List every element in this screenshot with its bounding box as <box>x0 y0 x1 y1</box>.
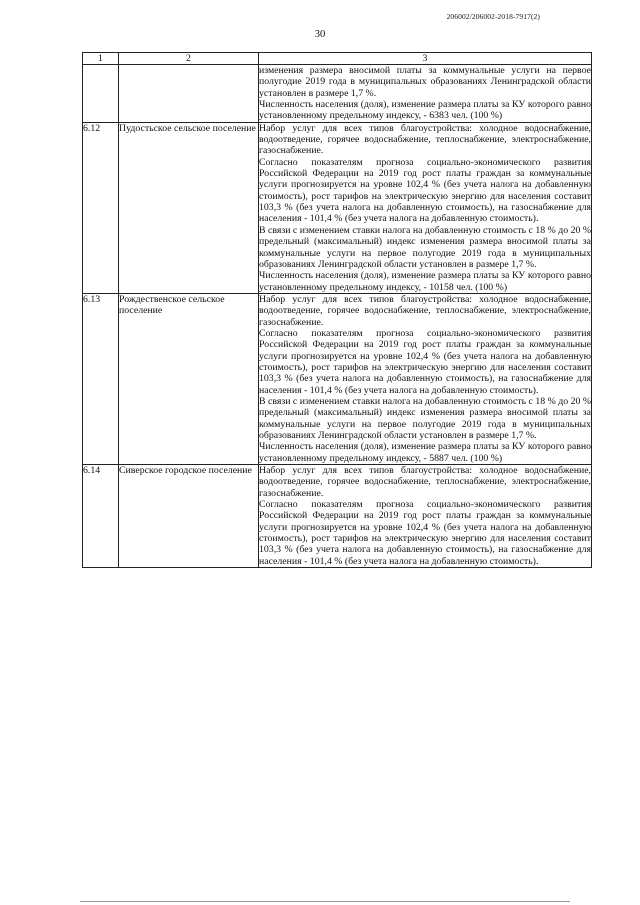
paragraph: Согласно показателям прогноза социально-экономического развития Российской Федерации на 2019 год рост платы граждан за коммунальные услуги прогнозируется на уровне 102,4 % (без учета налога на добавленную стоимость), рост тарифов на электрическую энергию для населения составит 103,3 % (без учета налога на добавленную стоимость), на газоснабжение для населения - 101,4 % (без учета налога на добавленную стоимость). <box>259 327 591 396</box>
page-number: 30 <box>314 29 326 40</box>
paragraph: изменения размера вносимой платы за коммунальные услуги на первое полугодие 2019 года в муниципальных образованиях Ленинградской области установлен в размере 1,7 %. <box>259 65 591 99</box>
row-number <box>83 65 119 123</box>
table-row <box>83 293 592 464</box>
row-description <box>259 65 592 123</box>
column-header: 2 <box>119 53 259 65</box>
row-description <box>259 465 592 568</box>
table-row <box>83 65 592 123</box>
settlement-name: Сиверское городское поселение <box>119 465 259 568</box>
settlement-name <box>119 65 259 123</box>
row-description <box>259 293 592 464</box>
paragraph: Согласно показателям прогноза социально-экономического развития Российской Федерации на 2019 год рост платы граждан за коммунальные услуги прогнозируется на уровне 102,4 % (без учета налога на добавленную стоимость), рост тарифов на электрическую энергию для населения составит 103,3 % (без учета налога на добавленную стоимость), на газоснабжение для населения - 101,4 % (без учета налога на добавленную стоимость). <box>259 156 591 225</box>
bottom-scan-edge <box>80 901 570 902</box>
row-number: 6.13 <box>83 293 119 464</box>
tariff-table <box>82 52 592 568</box>
column-header: 1 <box>83 53 119 65</box>
column-header: 3 <box>259 53 592 65</box>
paragraph: В связи с изменением ставки налога на добавленную стоимость с 18 % до 20 % предельный (максимальный) индекс изменения размера вносимой платы за коммунальные услуги на первое полугодие 2019 года в муниципальных образованиях Ленинградской области установлен в размере 1,7 %. <box>259 395 591 441</box>
paragraph: В связи с изменением ставки налога на добавленную стоимость с 18 % до 20 % предельный (максимальный) индекс изменения размера вносимой платы за коммунальные услуги на первое полугодие 2019 года в муниципальных образованиях Ленинградской области установлен в размере 1,7 %. <box>259 224 591 270</box>
row-description <box>259 122 592 293</box>
table-row <box>83 122 592 293</box>
row-number: 6.14 <box>83 465 119 568</box>
paragraph: Согласно показателям прогноза социально-экономического развития Российской Федерации на 2019 год рост платы граждан за коммунальные услуги прогнозируется на уровне 102,4 % (без учета налога на добавленную стоимость), рост тарифов на электрическую энергию для населения составит 103,3 % (без учета налога на добавленную стоимость), на газоснабжение для населения - 101,4 % (без учета налога на добавленную стоимость). <box>259 499 591 567</box>
document-code: 206002/206002-2018-7917(2) <box>446 12 540 21</box>
settlement-name: Рождественское сельское поселение <box>119 293 259 464</box>
table-row <box>83 465 592 568</box>
paragraph: Набор услуг для всех типов благоустройства: холодное водоснабжение, водоотведение, горячее водоснабжение, теплоснабжение, электроснабжение, газоснабжение. <box>259 293 591 328</box>
table-header-row <box>83 53 592 65</box>
paragraph: Набор услуг для всех типов благоустройства: холодное водоснабжение, водоотведение, горячее водоснабжение, теплоснабжение, электроснабжение, газоснабжение. <box>259 122 591 157</box>
paragraph: Набор услуг для всех типов благоустройства: холодное водоснабжение, водоотведение, горячее водоснабжение, теплоснабжение, электроснабжение, газоснабжение. <box>259 465 591 499</box>
paragraph: Численность населения (доля), изменение размера платы за КУ которого равно установленному предельному индексу, - 5887 чел. (100 %) <box>259 441 591 464</box>
paragraph: Численность населения (доля), изменение размера платы за КУ которого равно установленному предельному индексу, - 6383 чел. (100 %) <box>259 99 591 122</box>
settlement-name: Пудостьское сельское поселение <box>119 122 259 293</box>
row-number: 6.12 <box>83 122 119 293</box>
paragraph: Численность населения (доля), изменение размера платы за КУ которого равно установленному предельному индексу, - 10158 чел. (100 %) <box>259 270 591 293</box>
